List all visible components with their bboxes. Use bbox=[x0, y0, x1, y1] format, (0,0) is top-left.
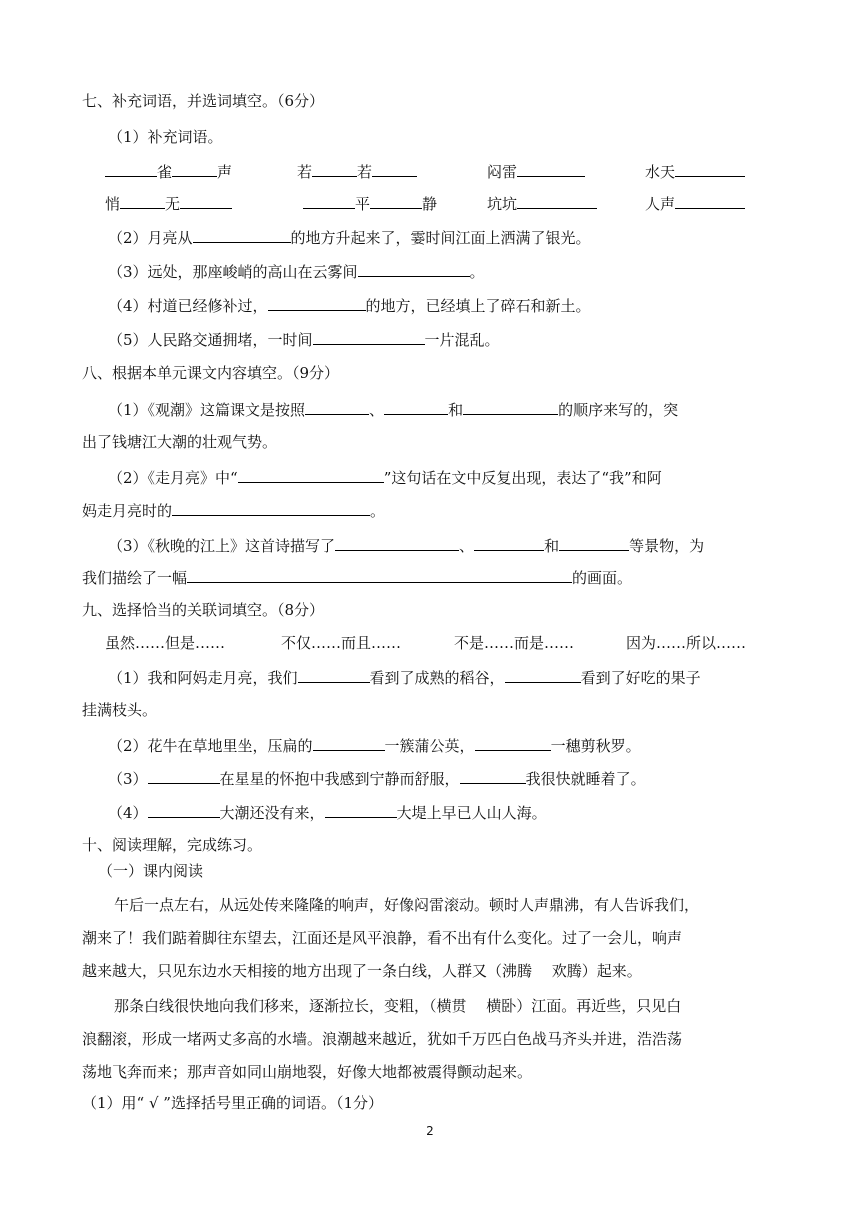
q9-option-2: 不仅……而且…… bbox=[281, 634, 402, 652]
q9-s2: （2）花牛在草地里坐，压扁的 一簇蒲公英， 一穗剪秋罗。 bbox=[108, 734, 641, 757]
blank[interactable] bbox=[474, 534, 544, 551]
q9-option-1: 虽然……但是…… bbox=[105, 634, 226, 652]
blank[interactable] bbox=[505, 666, 581, 683]
q7-word-4: 水天 bbox=[645, 160, 745, 183]
blank[interactable] bbox=[180, 192, 232, 209]
q8-s3-cont: 我们描绘了一幅 的画面。 bbox=[82, 566, 632, 589]
q7-word-6: 平 静 bbox=[303, 192, 437, 215]
blank[interactable] bbox=[193, 226, 291, 243]
blank[interactable] bbox=[475, 734, 551, 751]
blank[interactable] bbox=[370, 192, 422, 209]
blank[interactable] bbox=[105, 160, 157, 177]
q7-s5: （5）人民路交通拥堵，一时间 一片混乱。 bbox=[108, 328, 500, 351]
blank[interactable] bbox=[463, 398, 558, 415]
q7-word-3: 闷雷 bbox=[487, 160, 585, 183]
passage-line: 午后一点左右，从远处传来隆隆的响声，好像闷雷滚动。顿时人声鼎沸，有人告诉我们， bbox=[114, 896, 700, 914]
blank[interactable] bbox=[305, 398, 369, 415]
q7-sub1: （1）补充词语。 bbox=[108, 128, 223, 146]
q8-s2: （2）《走月亮》中“ ”这句话在文中反复出现，表达了“我”和阿 bbox=[108, 466, 662, 489]
q7-word-8: 人声 bbox=[645, 192, 745, 215]
blank[interactable] bbox=[313, 734, 385, 751]
blank[interactable] bbox=[172, 499, 370, 516]
q9-s4: （4） 大潮还没有来， 大堤上早已人山人海。 bbox=[108, 801, 547, 824]
blank[interactable] bbox=[559, 534, 629, 551]
blank[interactable] bbox=[148, 801, 220, 818]
blank[interactable] bbox=[675, 160, 745, 177]
passage-line: 荡地飞奔而来；那声音如同山崩地裂，好像大地都被震得颤动起来。 bbox=[82, 1063, 533, 1081]
blank[interactable] bbox=[312, 160, 357, 177]
passage-line: 浪翻滚，形成一堵两丈多高的水墙。浪潮越来越近，犹如千万匹白色战马齐头并进，浩浩荡 bbox=[82, 1030, 683, 1048]
q7-s3: （3）远处，那座峻峭的高山在云雾间 。 bbox=[108, 260, 485, 283]
q9-s3: （3） 在星星的怀抱中我感到宁静而舒服， 我很快就睡着了。 bbox=[108, 767, 646, 790]
blank[interactable] bbox=[187, 566, 572, 583]
q10-exercise-1: （1）用“ √ ”选择括号里正确的词语。（1分） bbox=[82, 1094, 384, 1112]
blank[interactable] bbox=[238, 466, 384, 483]
blank[interactable] bbox=[460, 767, 526, 784]
blank[interactable] bbox=[268, 294, 366, 311]
passage-line: 越来越大，只见东边水天相接的地方出现了一条白线，人群又（沸腾 欢腾）起来。 bbox=[82, 962, 642, 980]
blank[interactable] bbox=[303, 192, 355, 209]
blank[interactable] bbox=[313, 328, 425, 345]
blank[interactable] bbox=[372, 160, 417, 177]
page-number: 2 bbox=[426, 1124, 434, 1138]
blank[interactable] bbox=[172, 160, 217, 177]
q7-heading: 七、补充词语，并选词填空。（6分） bbox=[82, 92, 325, 110]
blank[interactable] bbox=[120, 192, 165, 209]
q9-option-4: 因为……所以…… bbox=[626, 634, 747, 652]
q10-part-label: （一）课内阅读 bbox=[98, 862, 204, 880]
blank[interactable] bbox=[335, 534, 459, 551]
q9-s1-cont: 挂满枝头。 bbox=[82, 701, 158, 719]
blank[interactable] bbox=[384, 398, 448, 415]
q8-s3: （3）《秋晚的江上》这首诗描写了 、 和 等景物，为 bbox=[108, 534, 704, 557]
q9-s1: （1）我和阿妈走月亮，我们 看到了成熟的稻谷， 看到了好吃的果子 bbox=[108, 666, 701, 689]
q7-word-1: 雀 声 bbox=[105, 160, 232, 183]
q8-s2-cont: 妈走月亮时的 。 bbox=[82, 499, 385, 522]
q9-option-3: 不是……而是…… bbox=[454, 634, 575, 652]
blank[interactable] bbox=[517, 192, 597, 209]
q7-s2: （2）月亮从 的地方升起来了，霎时间江面上洒满了银光。 bbox=[108, 226, 591, 249]
q8-heading: 八、根据本单元课文内容填空。（9分） bbox=[82, 364, 340, 382]
q8-s1: （1）《观潮》这篇课文是按照 、 和 的顺序来写的，突 bbox=[108, 398, 678, 421]
blank[interactable] bbox=[358, 260, 470, 277]
q7-s4: （4）村道已经修补过， 的地方，已经填上了碎石和新土。 bbox=[108, 294, 591, 317]
passage-line: 潮来了！我们踮着脚往东望去，江面还是风平浪静，看不出有什么变化。过了一会儿，响声 bbox=[82, 929, 683, 947]
q7-word-2: 若 若 bbox=[297, 160, 417, 183]
blank[interactable] bbox=[298, 666, 370, 683]
q10-heading: 十、阅读理解，完成练习。 bbox=[82, 836, 263, 854]
q9-heading: 九、选择恰当的关联词填空。（8分） bbox=[82, 601, 325, 619]
q7-word-5: 悄 无 bbox=[105, 192, 232, 215]
q7-word-7: 坑坑 bbox=[487, 192, 597, 215]
blank[interactable] bbox=[517, 160, 585, 177]
blank[interactable] bbox=[675, 192, 745, 209]
passage-line: 那条白线很快地向我们移来，逐渐拉长，变粗，（横贯 横卧）江面。再近些，只见白 bbox=[114, 997, 682, 1015]
blank[interactable] bbox=[325, 801, 397, 818]
blank[interactable] bbox=[148, 767, 220, 784]
q8-s1-cont: 出了钱塘江大潮的壮观气势。 bbox=[82, 433, 278, 451]
